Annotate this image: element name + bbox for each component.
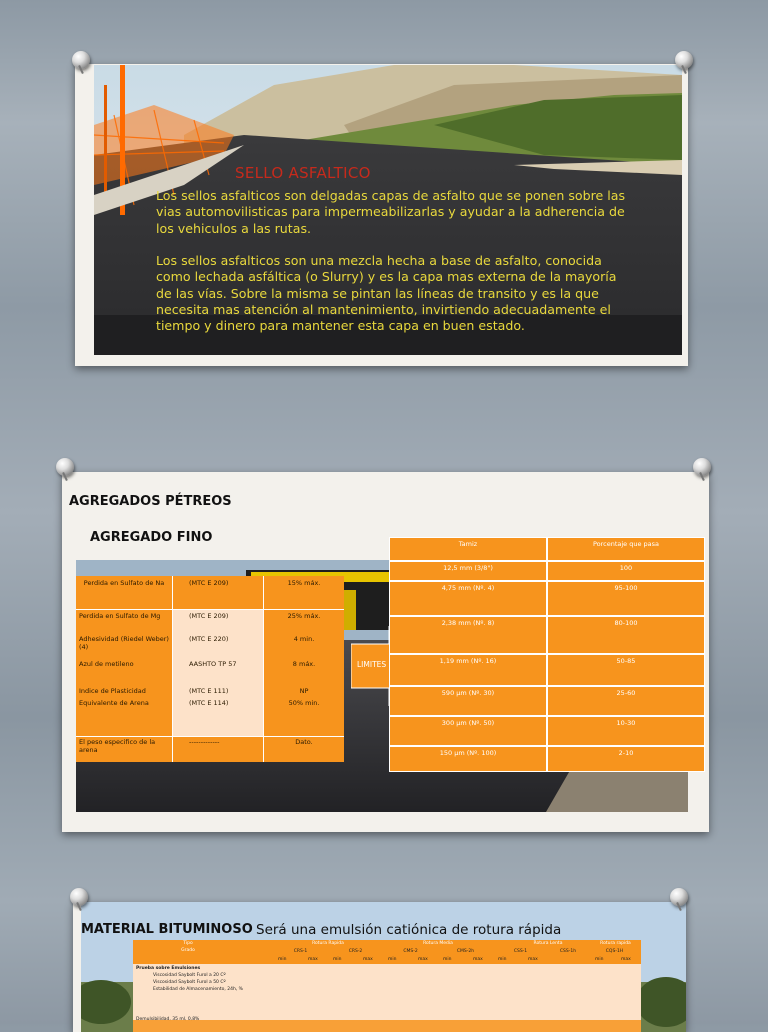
- prop-name: Indice de Plasticidad: [79, 687, 146, 695]
- slide1-paragraph-1: Los sellos asfalticos son delgadas capas de asfalto que se ponen sobre las vias automovilisticas para impermeabilizarlas y ayudar a la adherencia de los vehiculos a las rutas.: [156, 188, 626, 236]
- slide1-title: SELLO ASFALTICO: [235, 164, 371, 182]
- prop-value: 15% máx.: [287, 579, 321, 587]
- grade-label: CSS-1h: [559, 949, 577, 954]
- minmax-label: max: [418, 957, 428, 962]
- properties-table: [76, 576, 344, 762]
- grade-label: CMS-2h: [456, 949, 475, 954]
- slide1-paragraph-2: Los sellos asfalticos son una mezcla hecha a base de asfalto, conocida como lechada asfáltica (o Slurry) y es la capa mas externa de la mayoría de las vías. Sobre la misma se pintan las líneas de transito y es la que necesita mas atención al mantenimiento, invirtiendo adecuadamente el tiempo y dinero para mantener esta capa en buen estado.: [156, 253, 617, 334]
- prop-method: AASHTO TP 57: [189, 660, 237, 668]
- slide3-heading: MATERIAL BITUMINOSO: [81, 922, 253, 937]
- minmax-label: max: [363, 957, 373, 962]
- sieve-tamiz: 12,5 mm (3/8"): [389, 561, 547, 581]
- prop-method: -------------: [189, 738, 220, 746]
- slide-agregados: [62, 472, 709, 832]
- table-row-label: Viscosidad Saybolt Furol a 20 Cº: [153, 973, 226, 978]
- sieve-header-pasa: Porcentaje que pasa: [547, 537, 705, 561]
- grade-label: CMS-2: [403, 949, 418, 954]
- prop-value: Dato.: [295, 738, 313, 746]
- minmax-label: max: [473, 957, 483, 962]
- prop-value: 8 máx.: [292, 660, 316, 668]
- sieve-tamiz: 150 µm (Nº. 100): [389, 746, 547, 772]
- slide2-subheading: AGREGADO FINO: [90, 530, 213, 545]
- sieve-pasa: 50-85: [547, 654, 705, 686]
- prop-method: (MTC E 111): [189, 687, 229, 695]
- slide-material-bituminoso: [73, 902, 686, 1032]
- sieve-pasa: 80-100: [547, 616, 705, 654]
- prop-method: (MTC E 209): [189, 612, 229, 620]
- slide3-overlay-text: Será una emulsión catiónica de rotura rápida: [256, 922, 562, 938]
- grade-label: CRS-2: [348, 949, 363, 954]
- pushpin-icon: [670, 888, 688, 906]
- pushpin-icon: [675, 51, 693, 69]
- sieve-pasa: 10-30: [547, 716, 705, 746]
- prop-name: Perdida en Sulfato de Mg: [79, 612, 161, 620]
- sieve-pasa: 2-10: [547, 746, 705, 772]
- minmax-label: min: [498, 957, 507, 962]
- slide2-heading: AGREGADOS PÉTREOS: [69, 494, 232, 509]
- prop-value: 4 min.: [293, 635, 315, 643]
- prop-name: El peso especifico de la arena: [79, 738, 156, 754]
- prop-method: (MTC E 220): [189, 635, 229, 643]
- slide-sello-asfaltico: [75, 64, 688, 366]
- group-rotura-rapida: Rotura Rapida: [312, 941, 344, 946]
- sieve-pasa: 25-60: [547, 686, 705, 716]
- pushpin-icon: [70, 888, 88, 906]
- minmax-label: max: [308, 957, 318, 962]
- minmax-label: min: [388, 957, 397, 962]
- prop-value: 25% máx.: [287, 612, 321, 620]
- grade-label: CRS-1: [293, 949, 308, 954]
- minmax-label: max: [618, 957, 634, 962]
- grade-label: CSS-1: [513, 949, 528, 954]
- sieve-table: [389, 537, 705, 772]
- minmax-label: min: [443, 957, 452, 962]
- table-header-tipo: Tipo: [183, 941, 193, 946]
- sieve-pasa: 100: [547, 561, 705, 581]
- sieve-header-tamiz: Tamiz: [389, 537, 547, 561]
- minmax-label: max: [528, 957, 538, 962]
- table-header-grado: Grado: [181, 948, 195, 953]
- prop-name: Azul de metileno: [79, 660, 134, 668]
- group-rotura-media: Rotura Media: [423, 941, 453, 946]
- pushpin-icon: [693, 458, 711, 476]
- prop-method: (MTC E 209): [189, 579, 229, 587]
- sieve-tamiz: 1,19 mm (Nº. 16): [389, 654, 547, 686]
- grade-label: CQS-1H: [605, 949, 624, 954]
- prop-name: Adhesividad (Riedel Weber) (4): [79, 635, 169, 651]
- prop-value: NP: [299, 687, 309, 695]
- sieve-tamiz: 590 µm (Nº. 30): [389, 686, 547, 716]
- pushpin-icon: [72, 51, 90, 69]
- minmax-label: min: [595, 957, 604, 962]
- minmax-label: min: [333, 957, 342, 962]
- table-row-label: Estabilidad de Almacenamiento, 24h, %: [153, 987, 243, 992]
- prop-name: Perdida en Sulfato de Na: [83, 579, 165, 587]
- table-row-label: Prueba sobre Emulsiones: [136, 966, 201, 971]
- group-rotura-lenta: Rotura Lenta: [533, 941, 563, 946]
- prop-value: 50% min.: [288, 699, 320, 707]
- sieve-tamiz: 2,38 mm (Nº. 8): [389, 616, 547, 654]
- table-row-label: Viscosidad Saybolt Furol a 50 Cº: [153, 980, 226, 985]
- sieve-pasa: 95-100: [547, 581, 705, 616]
- group-rotura-rapida-2: Rotura rapida: [600, 941, 631, 946]
- prop-name: Equivalente de Arena: [79, 699, 149, 707]
- pushpin-icon: [56, 458, 74, 476]
- sieve-tamiz: 300 µm (Nº. 50): [389, 716, 547, 746]
- limites-label: LIMITES: [357, 660, 387, 669]
- emulsion-table: [133, 940, 641, 1032]
- sieve-tamiz: 4,75 mm (Nº. 4): [389, 581, 547, 616]
- prop-method: (MTC E 114): [189, 699, 229, 707]
- minmax-label: min: [278, 957, 287, 962]
